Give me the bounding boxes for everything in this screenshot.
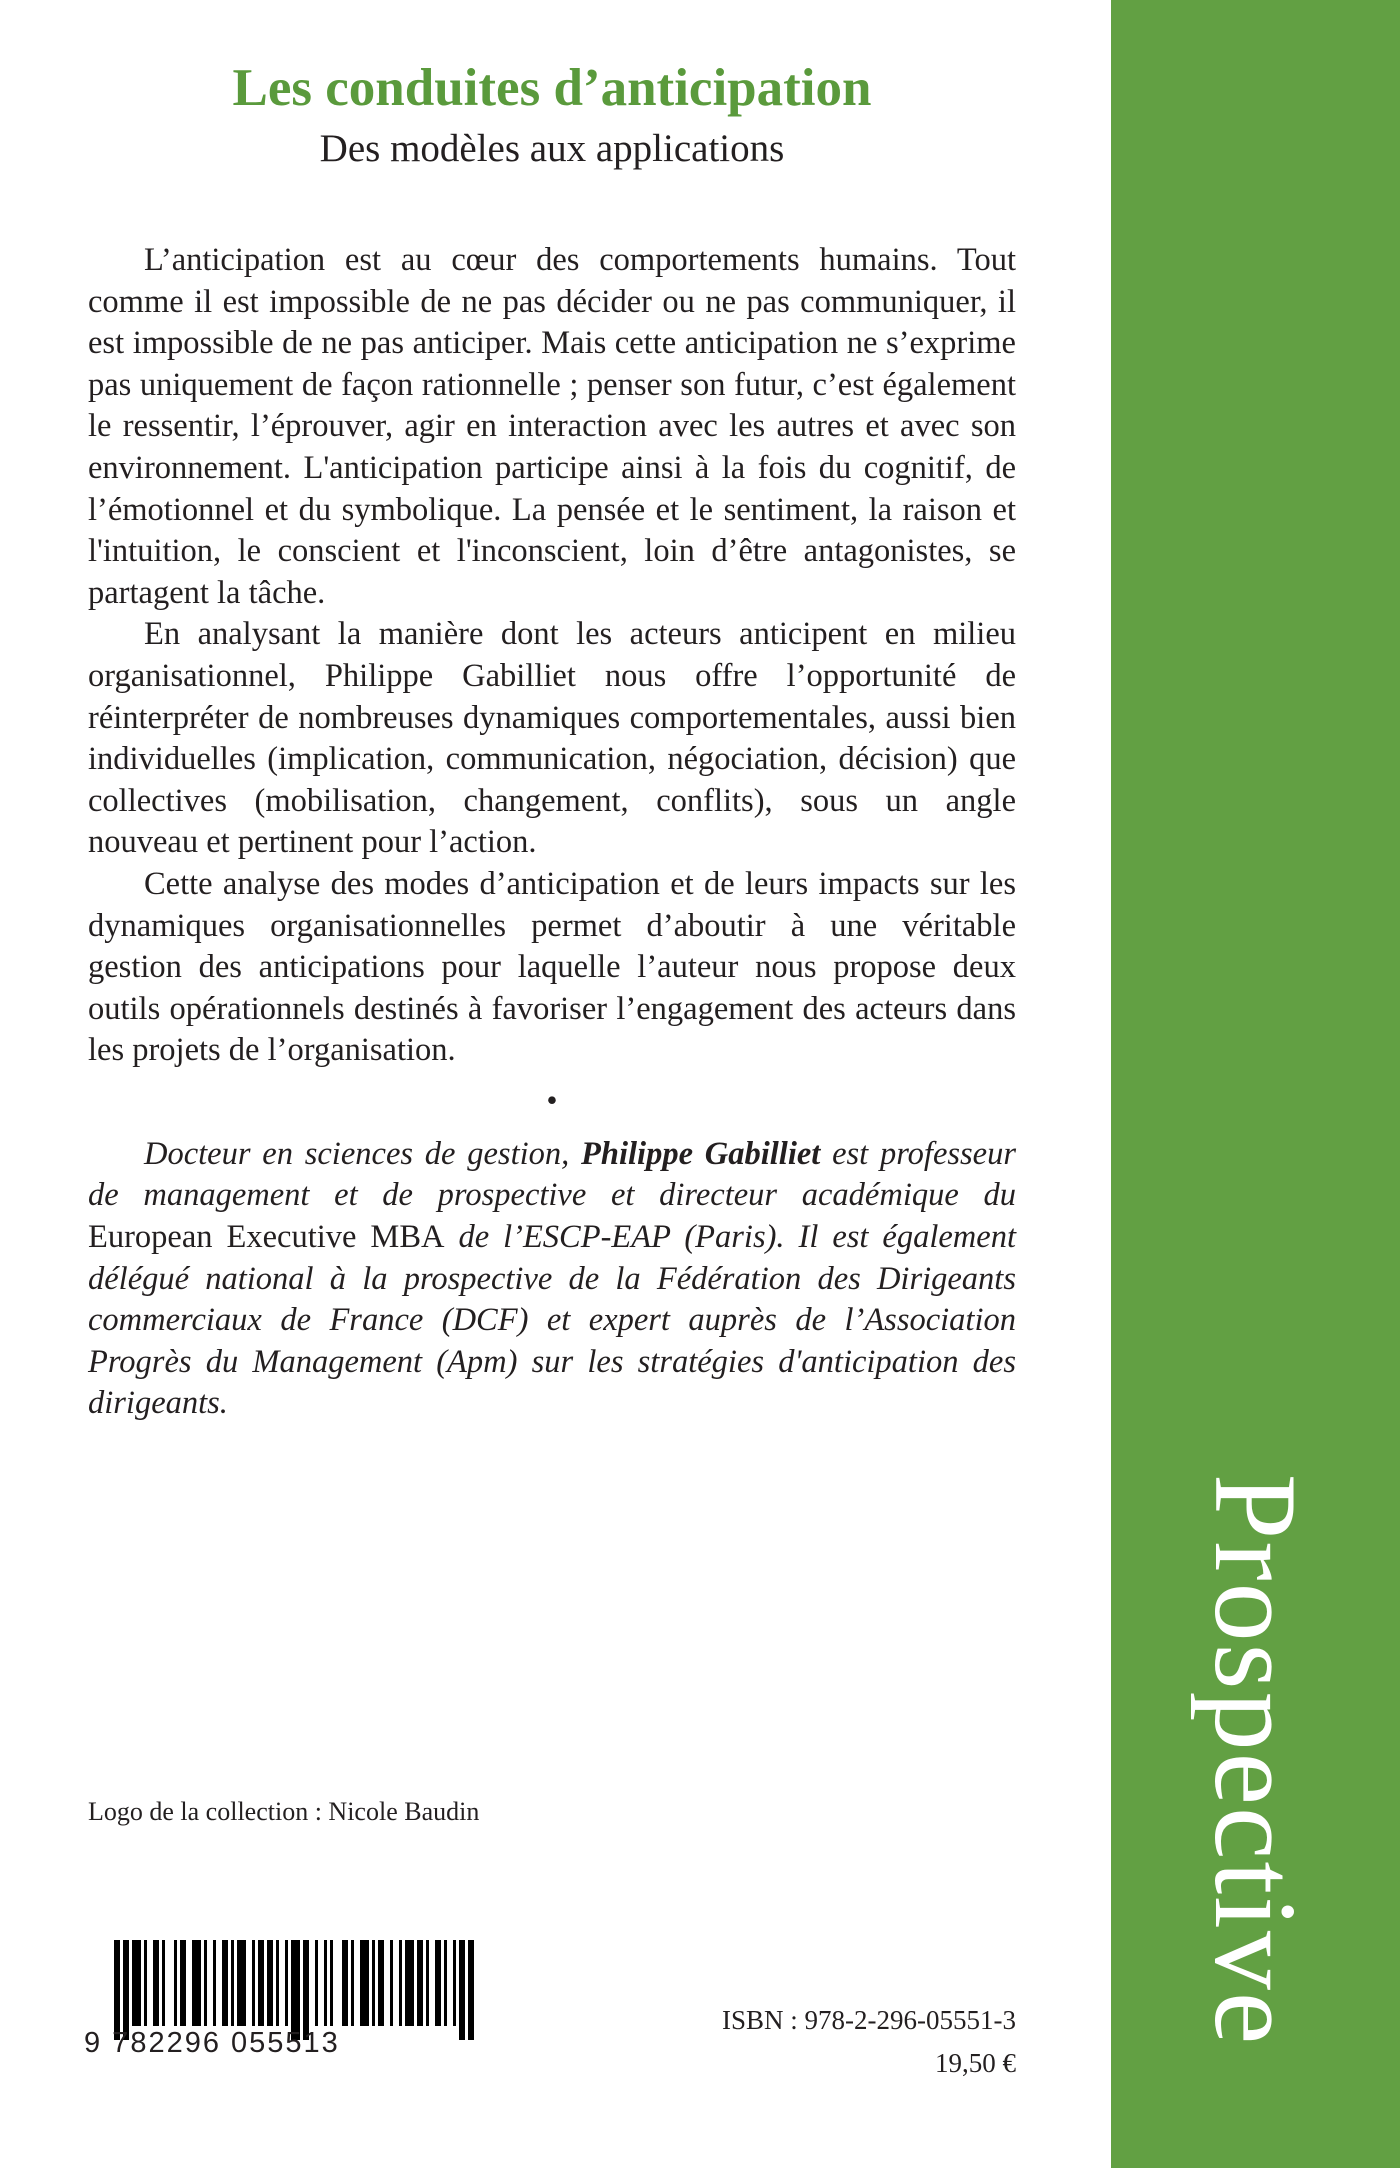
program-name: European Executive MBA <box>88 1219 445 1256</box>
book-title: Les conduites d’anticipation <box>232 59 872 117</box>
barcode-bar <box>453 1940 456 2026</box>
barcode-bar <box>276 1940 279 2026</box>
author-bio <box>88 1134 1016 1425</box>
barcode-bar <box>315 1940 318 2026</box>
summary-paragraph: En analysant la manière dont les acteurs anticipent en milieu organisationnel, Philippe Gabilliet nous offre l’opportunité de réinterpréter de nombreuses dynamiques comportementales, aussi bien individuelles (implication, communication, négociation, décision) que collectives (mobilisation, changement, conflits), sous un angle nouveau et pertinent pour l’action. <box>88 616 1016 861</box>
barcode-bar <box>192 1940 201 2026</box>
barcode-bar <box>405 1940 414 2026</box>
collection-name: Prospective <box>1190 1473 1321 2047</box>
barcode <box>84 1940 424 2058</box>
barcode-bar <box>180 1940 186 2026</box>
barcode-bar <box>213 1940 216 2026</box>
barcode-bar <box>222 1940 228 2026</box>
barcode-bar <box>153 1940 159 2026</box>
barcode-bar <box>258 1940 264 2026</box>
barcode-bar <box>324 1940 327 2026</box>
summary-paragraph: Cette analyse des modes d’anticipation et de leurs impacts sur les dynamiques organisationnelles permet d’aboutir à une véritable gestion des anticipations pour laquelle l’auteur nous propose deux outils opérationnels destinés à favoriser l’engagement des acteurs dans les projets de l’organisation. <box>88 865 1016 1069</box>
isbn: ISBN : 978-2-296-05551-3 <box>722 2005 1016 2035</box>
bio-text: Docteur en sciences de gestion, <box>144 1135 582 1172</box>
barcode-bar <box>267 1940 273 2026</box>
barcode-bar <box>468 1940 474 2040</box>
book-subtitle: Des modèles aux applications <box>319 127 785 170</box>
barcode-digits: 9 782296 055513 <box>84 2027 340 2059</box>
barcode-bar <box>390 1940 393 2026</box>
barcode-bar <box>285 1940 288 2026</box>
barcode-bar <box>360 1940 369 2026</box>
barcode-bar <box>114 1940 120 2040</box>
author-name: Philippe Gabilliet <box>581 1135 821 1172</box>
separator-bullet: • <box>546 1081 558 1118</box>
barcode-bars <box>114 1940 414 2026</box>
bio-text: est professeur de management et de prospective et directeur académique du <box>88 1135 1016 1214</box>
barcode-bar <box>144 1940 147 2026</box>
barcode-bar <box>174 1940 177 2026</box>
barcode-bar <box>426 1940 429 2026</box>
bio-text: de l’ESCP-EAP (Paris). Il est également délégué national à la prospective de la Fédération des Dirigeants commerciaux de France (DCF) et expert auprès de l’Association Progrès du Management (Apm) sur les stratégies d'anticipation des dirigeants. <box>88 1219 1016 1422</box>
barcode-bar <box>330 1940 333 2026</box>
barcode-bar <box>399 1940 402 2026</box>
barcode-bar <box>459 1940 465 2040</box>
summary-paragraph: L’anticipation est au cœur des comportements humains. Tout comme il est impossible de ne pas décider ou ne pas communiquer, il est impossible de ne pas anticiper. Mais cette anticipation ne s’exprime pas uniquement de façon rationnelle ; penser son futur, c’est également le ressentir, l’éprouver, agir en interaction avec les autres et avec son environnement. L'anticipation participe ainsi à la fois du cognitif, de l’émotionnel et du symbolique. La pensée et le sentiment, la raison et l'intuition, le conscient et l'inconscient, loin d’être antagonistes, se partagent la tâche. <box>88 242 1016 611</box>
barcode-bar <box>372 1940 375 2026</box>
barcode-bar <box>291 1940 300 2040</box>
barcode-bar <box>162 1940 165 2026</box>
barcode-bar <box>342 1940 348 2026</box>
barcode-bar <box>351 1940 354 2026</box>
logo-credit: Logo de la collection : Nicole Baudin <box>88 1797 480 1826</box>
barcode-bar <box>123 1940 129 2040</box>
barcode-bar <box>435 1940 441 2026</box>
barcode-bar <box>132 1940 141 2026</box>
barcode-bar <box>231 1940 234 2026</box>
back-cover-text <box>88 240 1016 1425</box>
barcode-bar <box>237 1940 246 2026</box>
barcode-bar <box>204 1940 207 2026</box>
price: 19,50 € <box>935 2048 1016 2078</box>
barcode-bar <box>444 1940 447 2026</box>
barcode-bar <box>252 1940 255 2026</box>
barcode-bar <box>378 1940 384 2026</box>
barcode-bar <box>303 1940 309 2040</box>
barcode-bar <box>417 1940 423 2026</box>
